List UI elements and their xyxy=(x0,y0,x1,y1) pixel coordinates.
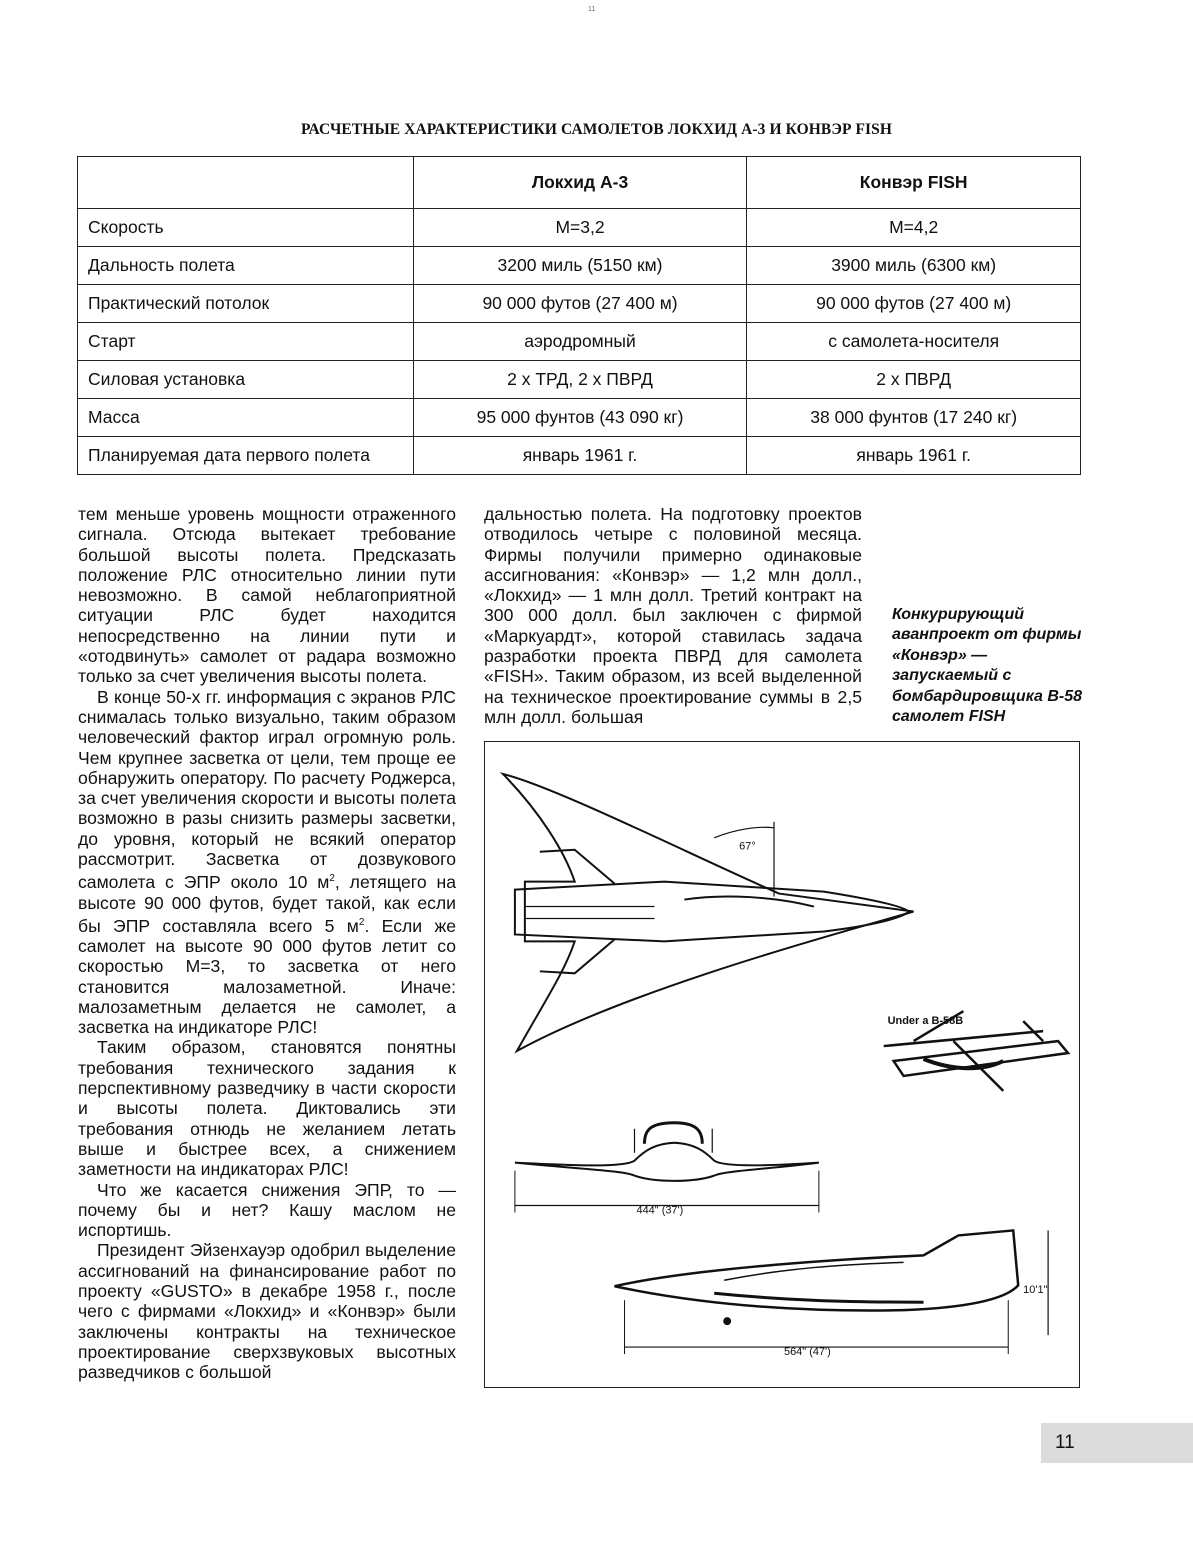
table-cell: январь 1961 г. xyxy=(747,437,1081,475)
table-row xyxy=(78,323,1081,361)
table-cell: Дальность полета xyxy=(78,247,414,285)
table-row xyxy=(78,399,1081,437)
height-label: 10'1" xyxy=(1023,1284,1048,1297)
table-row xyxy=(78,247,1081,285)
carrier-label: Under a B-58B xyxy=(887,1015,964,1028)
aircraft-drawing-figure xyxy=(484,741,1080,1388)
table-header-empty xyxy=(78,157,414,209)
table-cell: 38 000 фунтов (17 240 кг) xyxy=(747,399,1081,437)
table-row xyxy=(78,361,1081,399)
table-cell: 2 х ТРД, 2 х ПВРД xyxy=(413,361,747,399)
front-view-wing xyxy=(515,1143,819,1181)
top-view-fuselage xyxy=(515,882,909,942)
table-header-row xyxy=(78,157,1081,209)
paragraph-part: . Если же самолет на высоте 90 000 футов летит со скоростью М=3, то засветка от него становится малозаметной. Иначе: малозаметным делается не самолет, а засветка на индикаторе РЛС! xyxy=(78,915,457,1038)
figure-caption: Конкурирующий аванпроект от фирмы «Конвэр» — запускаемый с бомбардировщика В-58 самолет FISH xyxy=(892,606,1083,726)
top-view-canopy xyxy=(684,896,814,906)
span-label: 444" (37') xyxy=(636,1204,684,1217)
table-cell: Старт xyxy=(78,323,414,361)
table-header-convair: Конвэр FISH xyxy=(747,157,1081,209)
table-cell: 95 000 фунтов (43 090 кг) xyxy=(413,399,747,437)
front-view-canopy xyxy=(644,1123,702,1144)
table-header-lockheed: Локхид А-3 xyxy=(413,157,747,209)
table-cell: 2 х ПВРД xyxy=(747,361,1081,399)
paragraph: тем меньше уровень мощности отраженного сигнала. Отсюда вытекает требование большой высоты полета. Предсказать положение РЛС относительно линии пути невозможно. В самой неблагоприятной ситуации РЛС будет находится непосредственно на линии пути и «отодвинуть» самолет от радара возможно только за счет увеличения высоты полета. xyxy=(78,504,456,687)
angle-arc xyxy=(714,827,774,837)
table-cell: 90 000 футов (27 400 м) xyxy=(747,285,1081,323)
table-row xyxy=(78,285,1081,323)
table-cell: Практический потолок xyxy=(78,285,414,323)
top-view-tail-upper xyxy=(540,850,615,884)
table-cell: 90 000 футов (27 400 м) xyxy=(413,285,747,323)
table-cell: Скорость xyxy=(78,209,414,247)
table-row xyxy=(78,437,1081,475)
table-cell: с самолета-носителя xyxy=(747,323,1081,361)
table-cell: аэродромный xyxy=(413,323,747,361)
paragraph: дальностью полета. На подготовку проектов отводилось четыре с половиной месяца. Фирмы получили примерно одинаковые ассигнования: «Конвэр» — 1,2 млн долл., «Локхид» — 1 млн долл. Третий контракт на 300 000 долл. был заключен с фирмой «Маркуардт», которой ставилась задача разработки проекта ПВРД для самолета «FISH». Таким образом, из всей выделенной на техническое проектирование суммы в 2,5 млн долл. большая xyxy=(484,504,862,727)
table-cell: Планируемая дата первого полета xyxy=(78,437,414,475)
page-number: 11 xyxy=(1055,1432,1075,1453)
table-cell: М=3,2 xyxy=(413,209,747,247)
table-cell: 3900 миль (6300 км) xyxy=(747,247,1081,285)
paragraph-part: , летящего на высоте 90 000 футов, будет такой, как если бы ЭПР составляла всего 5 м xyxy=(78,872,456,936)
length-label: 564" (47') xyxy=(783,1346,831,1359)
paragraph: Что же касается снижения ЭПР, то — почему бы и нет? Кашу маслом не испортишь. xyxy=(78,1179,456,1241)
paragraph xyxy=(78,687,456,1038)
table-cell: М=4,2 xyxy=(747,209,1081,247)
table-cell: январь 1961 г. xyxy=(413,437,747,475)
text-column-left xyxy=(78,504,456,1382)
table-title: РАСЧЕТНЫЕ ХАРАКТЕРИСТИКИ САМОЛЕТОВ ЛОКХИД А-3 И КОНВЭР FISH xyxy=(300,121,893,138)
top-view-wing xyxy=(503,774,914,1051)
table-cell: 3200 миль (5150 км) xyxy=(413,247,747,285)
superscript: 2 xyxy=(358,916,365,928)
fish-aircraft-drawing xyxy=(485,742,1079,1387)
paragraph: Таким образом, становятся понятны требования технического задания к перспективному разведчику в части скорости и высоты полета. Диктовались эти требования отнюдь не желанием летать выше и быстрее всех, а снижением заметности на индикаторах РЛС! xyxy=(78,1037,456,1180)
text-column-right xyxy=(484,504,862,727)
angle-label: 67° xyxy=(739,840,756,853)
paragraph-part: В конце 50-х гг. информация с экранов РЛС снималась только визуально, таким образом человеческий фактор играл огромную роль. Чем крупнее засветка от цели, тем проще ее обнаружить оператору. По расчету Роджерса, за счет увеличения скорости и высоты полета возможно в разы снизить размеры засветки, до уровня, который не всякий оператор рассмотрит. Засветка от дозвукового самолета с ЭПР около 10 м xyxy=(78,686,456,893)
paragraph: Президент Эйзенхауэр одобрил выделение ассигнований на финансирование работ по проекту «GUSTO» в декабре 1958 г., после чего с фирмами «Локхид» и «Конвэр» были заключены контракты на техническое проектирование сверхзвуковых высотных разведчиков с большой xyxy=(78,1240,456,1383)
side-view-fuselage xyxy=(615,1230,1019,1310)
page-number-box xyxy=(1041,1423,1193,1463)
table-cell: Силовая установка xyxy=(78,361,414,399)
table-row xyxy=(78,209,1081,247)
superscript: 2 xyxy=(329,873,335,885)
page-mark: 11 xyxy=(588,6,596,13)
top-view-tail-lower xyxy=(540,939,615,973)
spec-table xyxy=(77,156,1081,475)
table-cell: Масса xyxy=(78,399,414,437)
